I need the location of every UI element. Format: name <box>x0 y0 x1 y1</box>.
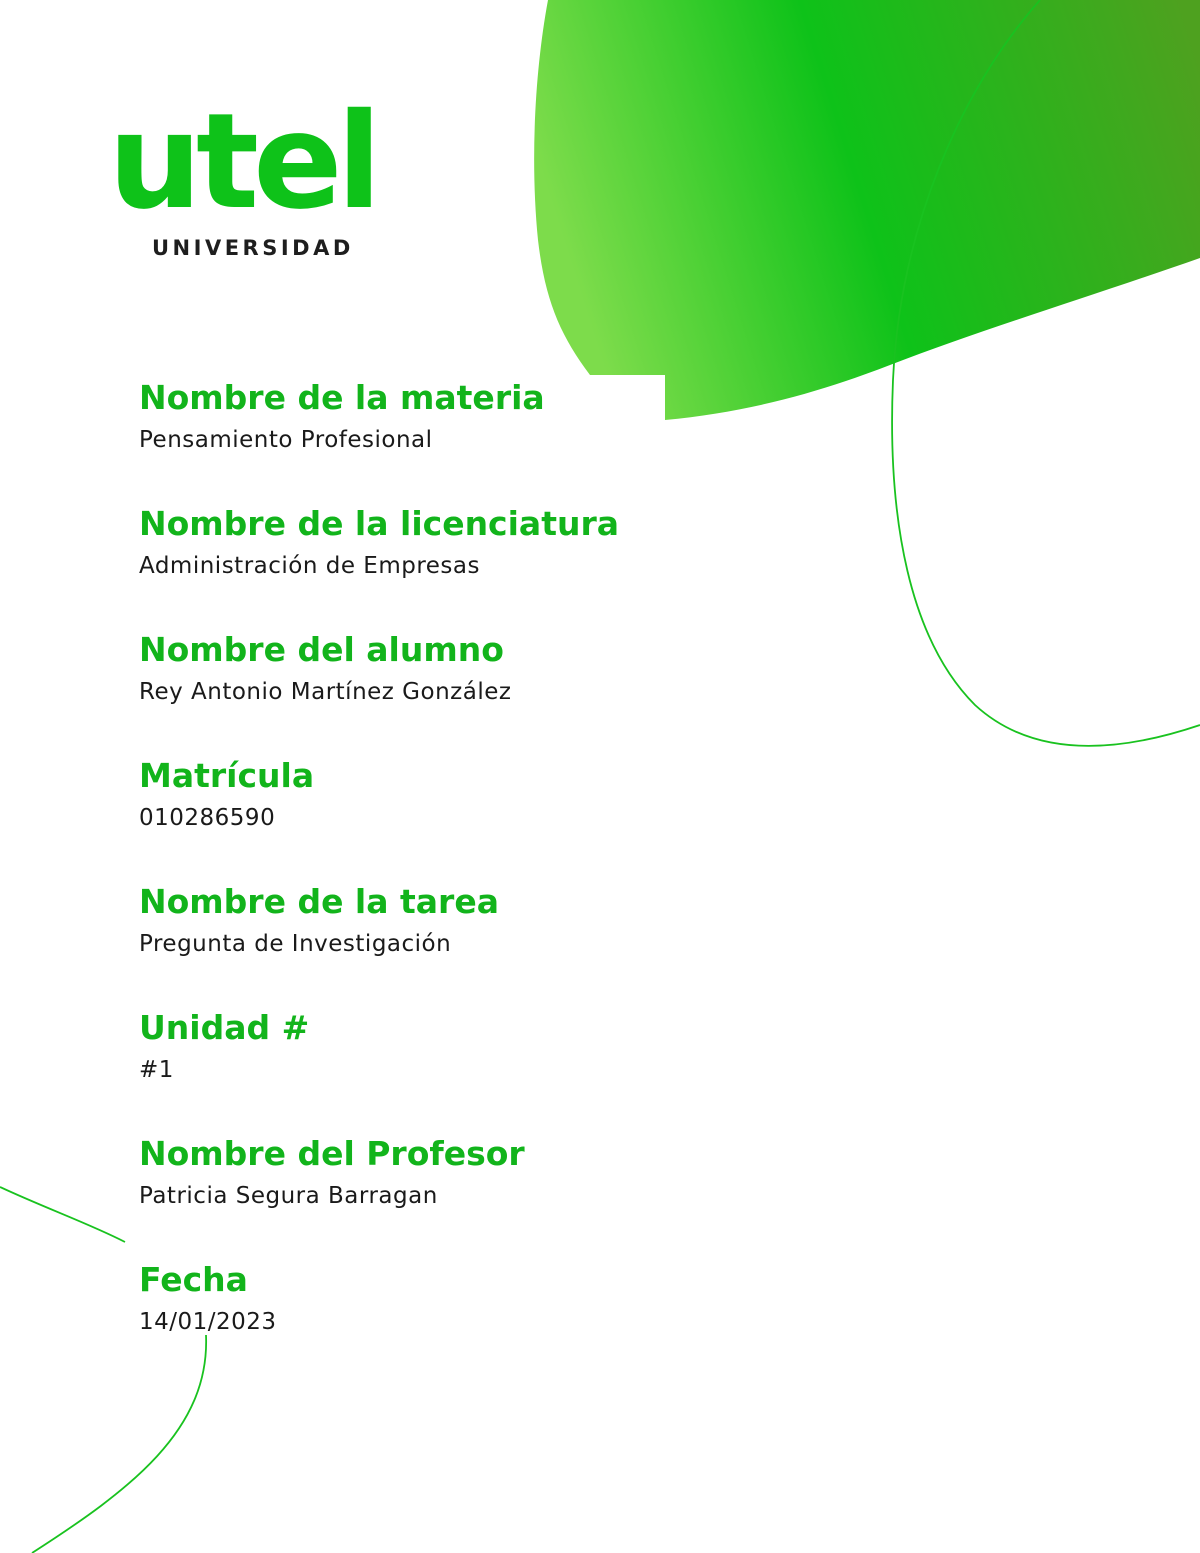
field-unidad <box>139 1004 759 1130</box>
logo-wordmark: utel <box>108 85 376 239</box>
field-alumno <box>139 626 759 752</box>
field-label: Nombre del Profesor <box>139 1134 525 1173</box>
field-label: Fecha <box>139 1260 248 1299</box>
green-leaf-shape <box>534 0 1200 420</box>
field-label: Nombre del alumno <box>139 630 504 669</box>
field-label: Matrícula <box>139 756 315 795</box>
field-profesor <box>139 1130 759 1256</box>
field-value: Administración de Empresas <box>139 553 480 579</box>
field-value: 010286590 <box>139 805 276 831</box>
field-label: Nombre de la tarea <box>139 882 499 921</box>
utel-logo <box>108 85 428 268</box>
field-value: Pensamiento Profesional <box>139 427 433 453</box>
field-matricula <box>139 752 759 878</box>
field-tarea <box>139 878 759 1004</box>
cover-fields <box>139 374 759 1382</box>
field-label: Unidad # <box>139 1008 310 1047</box>
field-value: Pregunta de Investigación <box>139 931 452 957</box>
field-fecha <box>139 1256 759 1382</box>
field-value: Patricia Segura Barragan <box>139 1183 438 1209</box>
field-label: Nombre de la materia <box>139 378 545 417</box>
logo-subtitle: UNIVERSIDAD <box>152 236 354 260</box>
field-value: #1 <box>139 1057 174 1083</box>
field-value: 14/01/2023 <box>139 1309 277 1335</box>
field-licenciatura <box>139 500 759 626</box>
field-label: Nombre de la licenciatura <box>139 504 620 543</box>
left-curve-line <box>0 1187 125 1242</box>
field-value: Rey Antonio Martínez González <box>139 679 512 705</box>
field-materia <box>139 374 759 500</box>
